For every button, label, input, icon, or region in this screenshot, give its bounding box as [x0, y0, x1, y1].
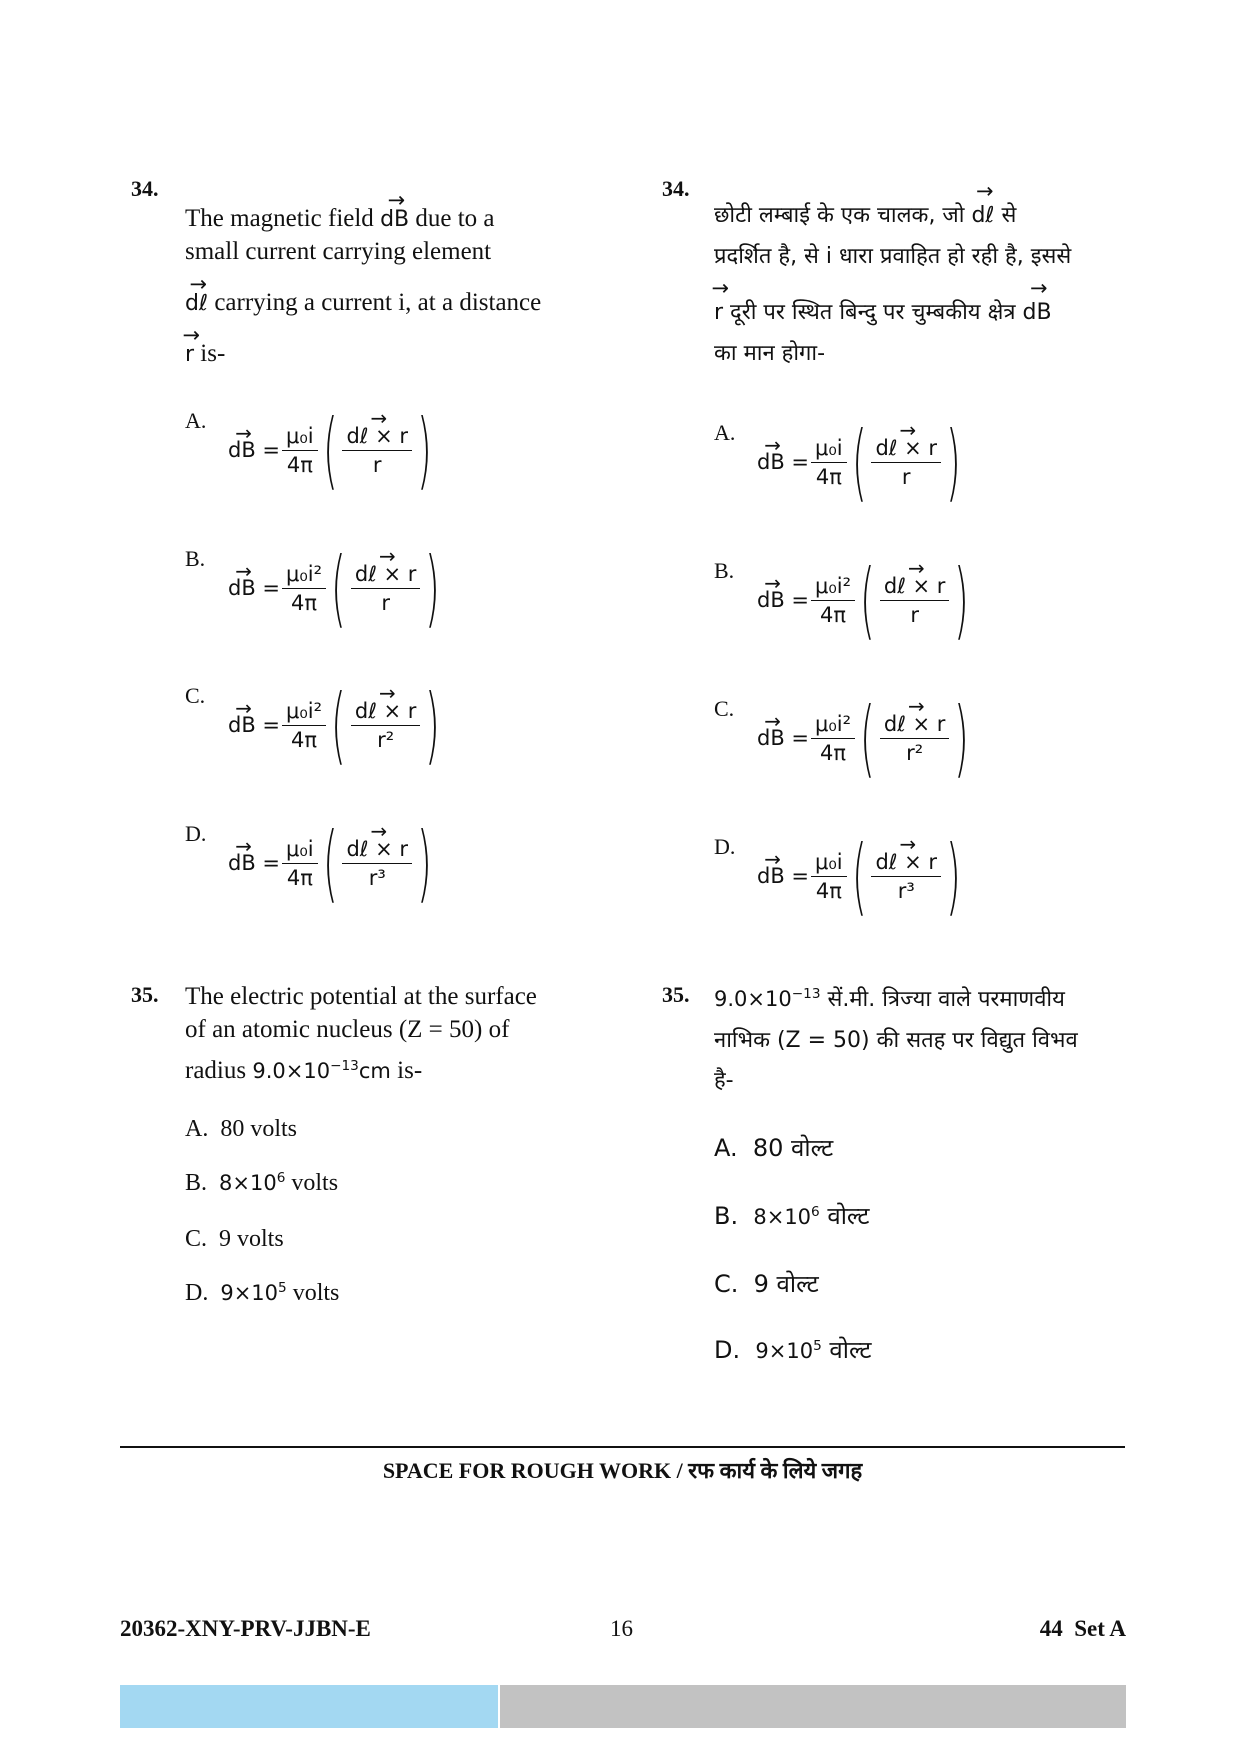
formula-inner-den: r [910, 602, 919, 627]
q35-en-radius-exponent: −13 [330, 1058, 359, 1074]
q34-hi-option-c-label: C. [714, 696, 735, 721]
option-label: A. [185, 1116, 209, 1142]
option-label: B. [185, 1170, 208, 1196]
q35-hi-radius-mantissa: 9.0×10 [714, 987, 792, 1011]
q35-en-line3-post: is- [397, 1057, 423, 1084]
q34-en-dl-vector: → dℓ [185, 289, 208, 318]
q35-hi-radius-exponent: −13 [791, 986, 821, 1002]
q34-en-option-d-label: D. [185, 821, 207, 846]
footer-code: 20362-XNY-PRV-JJBN-E [120, 1616, 371, 1641]
q35-hi-line2: नाभिक (Z = 50) की सतह पर विद्युत विभव [714, 1027, 1078, 1053]
option-unit: वोल्ट [827, 1202, 870, 1230]
q34-hi-line2: प्रदर्शित है, से i धारा प्रवाहित हो रही है, इससे [714, 243, 1072, 269]
formula-coef-den: 4π [286, 452, 313, 477]
option-unit: volts [291, 1170, 339, 1196]
formula-inner-num: → dℓ × r [871, 436, 941, 463]
formula-coef-den: 4π [820, 602, 847, 627]
option-value: 80 वोल्ट [752, 1134, 834, 1162]
formula-inner-den: r [901, 464, 911, 489]
formula-coef-num: μ₀i [811, 436, 847, 463]
q35-hi-line3: है- [714, 1068, 734, 1094]
formula-lhs: → dB [228, 438, 256, 462]
formula-inner-den: r³ [368, 865, 386, 890]
question-number-34-en: 34. [131, 176, 159, 201]
q34-en-line3: carrying a current i, at a distance [214, 289, 542, 316]
option-label: C. [185, 1226, 208, 1252]
question-34-text-hi [714, 196, 1134, 375]
q34-en-dB-vector: → dB [380, 205, 409, 234]
q34-hi-option-d-formula: → dB = $\frac{\text{μ₀i}}{4\pi}$ ( → $\frac{\text{dℓ × r}}{\text{r³}}$ ) [757, 834, 964, 918]
q35-en-option-c [185, 1226, 284, 1253]
q34-hi-option-d-label: D. [714, 834, 736, 859]
option-exponent: 5 [278, 1280, 287, 1296]
question-number-35-en: 35. [131, 982, 159, 1007]
q35-en-line2: of an atomic nucleus (Z = 50) of [185, 1016, 510, 1043]
question-35-text-hi [714, 980, 1134, 1102]
option-mantissa: 8×10 [219, 1171, 277, 1195]
formula-lhs: → dB [228, 851, 256, 875]
q35-en-radius-unit: cm [358, 1059, 391, 1083]
formula-lhs: → dB [757, 864, 785, 888]
formula-coef-den: 4π [815, 464, 842, 489]
formula-inner-num: → dℓ × r [880, 712, 950, 739]
q34-en-option-b-formula: → dB = $\frac{\text{μ₀i²}}{4\pi}$ ( → $\frac{\text{dℓ × r}}{r}$ ) [228, 546, 443, 630]
option-mantissa: 9×10 [755, 1339, 814, 1363]
q34-en-option-a-label: A. [185, 408, 207, 433]
formula-inner-den: r² [377, 727, 395, 752]
q35-en-line1: The electric potential at the surface [185, 983, 537, 1010]
option-unit: volts [292, 1280, 340, 1306]
q34-hi-option-b-label: B. [714, 558, 735, 583]
formula-lhs: → dB [757, 588, 785, 612]
formula-lhs: → dB [757, 450, 785, 474]
formula-inner-num: → dℓ × r [871, 850, 941, 877]
formula-inner-den: r³ [897, 878, 915, 903]
formula-coef-num: μ₀i² [811, 712, 855, 739]
question-number-35-hi: 35. [662, 982, 690, 1007]
formula-coef-num: μ₀i² [282, 699, 326, 726]
q35-en-line3-pre: radius [185, 1057, 247, 1084]
q35-hi-option-d [714, 1336, 872, 1365]
option-value: 80 volts [220, 1116, 298, 1142]
option-exponent: 6 [276, 1170, 286, 1186]
q35-en-option-b [185, 1170, 338, 1197]
formula-inner-num: → dℓ × r [880, 574, 950, 601]
q34-hi-option-c-formula: → dB = $\frac{\text{μ₀i²}}{4\pi}$ ( → $\frac{\text{dℓ × r}}{\text{r²}}$ ) [757, 696, 972, 780]
formula-coef-num: μ₀i [282, 424, 318, 451]
formula-coef-den: 4π [291, 727, 318, 752]
formula-coef-den: 4π [815, 878, 842, 903]
option-label: B. [714, 1202, 739, 1230]
q34-hi-line3: दूरी पर स्थित बिन्दु पर चुम्बकीय क्षेत्र [730, 300, 1016, 326]
q34-en-line4: is- [200, 340, 226, 367]
q34-en-option-b-label: B. [185, 546, 206, 571]
q35-en-radius-mantissa: 9.0×10 [252, 1059, 331, 1083]
q35-hi-option-c [714, 1270, 819, 1299]
q34-en-option-c-label: C. [185, 683, 206, 708]
option-mantissa: 9×10 [220, 1281, 279, 1305]
q34-hi-line1-post: से [1001, 203, 1017, 228]
formula-coef-num: μ₀i² [282, 562, 326, 589]
footer-bar-gray [500, 1685, 1126, 1728]
formula-inner-num: → dℓ × r [342, 424, 412, 451]
q34-hi-r-vector: → r [714, 293, 723, 334]
formula-lhs: → dB [228, 576, 256, 600]
formula-inner-den: r² [906, 740, 924, 765]
q35-hi-line1: सें.मी. त्रिज्या वाले परमाणवीय [827, 987, 1065, 1012]
formula-coef-den: 4π [286, 865, 313, 890]
q34-hi-option-a-label: A. [714, 420, 736, 445]
q34-en-line2: small current carrying element [185, 238, 492, 265]
footer-bar-blue [120, 1685, 498, 1728]
formula-coef-num: μ₀i [282, 837, 318, 864]
rough-work-heading: SPACE FOR ROUGH WORK / रफ कार्य के लिये जगह [382, 1458, 863, 1483]
option-label: C. [714, 1270, 739, 1298]
option-mantissa: 8×10 [753, 1205, 812, 1229]
option-label: D. [714, 1336, 741, 1364]
formula-coef-num: μ₀i [811, 850, 847, 877]
question-35-text-en [185, 980, 605, 1087]
formula-lhs: → dB [228, 713, 256, 737]
q34-hi-line4: का मान होगा- [714, 341, 826, 367]
footer-page-number: 16 [610, 1616, 633, 1641]
q34-en-r-vector: → r [185, 340, 194, 369]
option-label: D. [185, 1280, 209, 1306]
formula-lhs: → dB [757, 726, 785, 750]
q34-hi-option-a-formula: → dB = $\frac{\text{μ₀i}}{4\pi}$ ( → $\frac{\text{dℓ × r}}{r}$ ) [757, 420, 964, 504]
formula-coef-num: μ₀i² [811, 574, 855, 601]
rough-work-divider [120, 1446, 1125, 1448]
q35-en-option-a [185, 1116, 297, 1143]
formula-inner-den: r [381, 590, 390, 615]
q34-hi-line1-pre: छोटी लम्बाई के एक चालक, जो [714, 203, 965, 228]
option-exponent: 6 [811, 1204, 820, 1220]
formula-inner-den: r [372, 452, 382, 477]
option-value: 9 volts [219, 1226, 284, 1252]
q34-en-line1-post: due to a [415, 205, 495, 232]
formula-coef-den: 4π [820, 740, 847, 765]
question-number-34-hi: 34. [662, 176, 690, 201]
question-34-text-en [185, 202, 605, 370]
formula-inner-num: → dℓ × r [351, 699, 421, 726]
q34-hi-dB-vector: → dB [1022, 293, 1051, 334]
q34-hi-dl-vector: → dℓ [971, 196, 994, 237]
q34-en-option-d-formula: → dB = $\frac{\text{μ₀i}}{4\pi}$ ( → $\frac{\text{dℓ × r}}{\text{r³}}$ ) [228, 821, 435, 905]
option-exponent: 5 [813, 1338, 822, 1354]
q34-hi-option-b-formula: → dB = $\frac{\text{μ₀i²}}{4\pi}$ ( → $\frac{\text{dℓ × r}}{r}$ ) [757, 558, 972, 642]
q35-hi-option-a [714, 1134, 833, 1163]
q35-en-option-d [185, 1280, 339, 1307]
formula-coef-den: 4π [291, 590, 318, 615]
formula-inner-num: → dℓ × r [351, 562, 421, 589]
q35-hi-option-b [714, 1202, 870, 1231]
option-unit: वोल्ट [829, 1336, 872, 1364]
formula-inner-num: → dℓ × r [342, 837, 412, 864]
option-label: A. [714, 1134, 738, 1162]
option-value: 9 वोल्ट [753, 1270, 819, 1298]
footer-set: 44 Set A [1039, 1616, 1126, 1641]
q34-en-option-a-formula: → dB = $\frac{\text{μ₀i}}{4\pi}$ ( → $\frac{\text{dℓ × r}}{r}$ ) [228, 408, 435, 492]
q34-en-line1-pre: The magnetic field [185, 205, 374, 232]
q34-en-option-c-formula: → dB = $\frac{\text{μ₀i²}}{4\pi}$ ( → $\frac{\text{dℓ × r}}{\text{r²}}$ ) [228, 683, 443, 767]
